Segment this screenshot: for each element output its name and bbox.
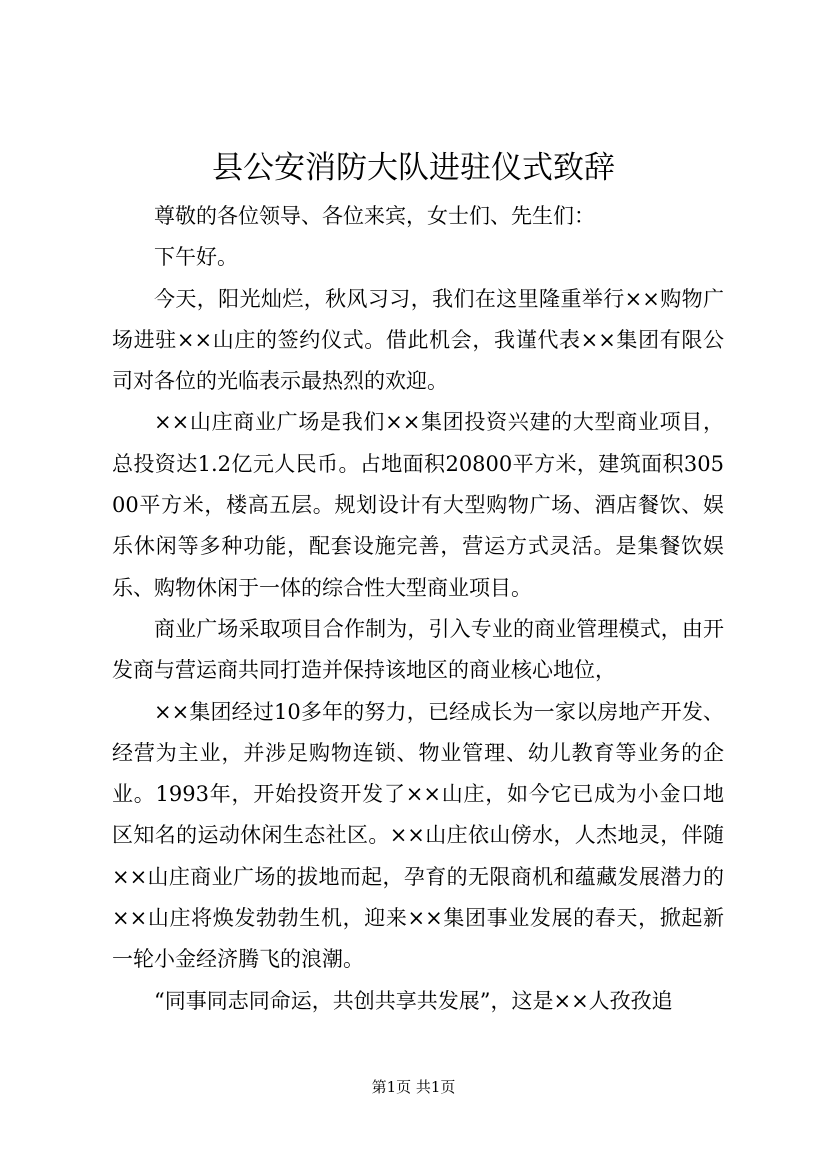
paragraph-project-overview: ××山庄商业广场是我们××集团投资兴建的大型商业项目，总投资达1.2亿元人民币。占地面积20800平方米，建筑面积30500平方米，楼高五层。规划设计有大型购物广场、酒店餐饮、娱乐休闲等多种功能，配套设施完善，营运方式灵活。是集餐饮娱乐、购物休闲于一体的综合性大型商业项目。 <box>112 410 724 600</box>
page-number-footer: 第1页 共1页 <box>371 1078 456 1096</box>
document-body <box>112 196 724 1022</box>
paragraph-group-history: ××集团经过10多年的努力，已经成长为一家以房地产开发、经营为主业，并涉足购物连锁、物业管理、幼儿教育等业务的企业。1993年，开始投资开发了××山庄，如今它已成为小金口地区知名的运动休闲生态社区。××山庄依山傍水，人杰地灵，伴随××山庄商业广场的拔地而起，孕育的无限商机和蕴藏发展潜力的××山庄将焕发勃勃生机，迎来××集团事业发展的春天，掀起新一轮小金经济腾飞的浪潮。 <box>112 699 724 972</box>
paragraph-cooperation-model: 商业广场采取项目合作制为，引入专业的商业管理模式，由开发商与营运商共同打造并保持该地区的商业核心地位， <box>112 616 724 683</box>
paragraph-greeting: 下午好。 <box>154 245 238 270</box>
document-title: 县公安消防大队进驻仪式致辞 <box>212 150 615 186</box>
paragraph-closing-quote: “同事同志同命运，共创共享共发展”，这是××人孜孜追 <box>154 988 673 1013</box>
paragraph-salutation: 尊敬的各位领导、各位来宾，女士们、先生们： <box>154 204 595 228</box>
paragraph-welcome: 今天，阳光灿烂，秋风习习，我们在这里隆重举行××购物广场进驻××山庄的签约仪式。借此机会，我谨代表××集团有限公司对各位的光临表示最热烈的欢迎。 <box>112 286 724 394</box>
